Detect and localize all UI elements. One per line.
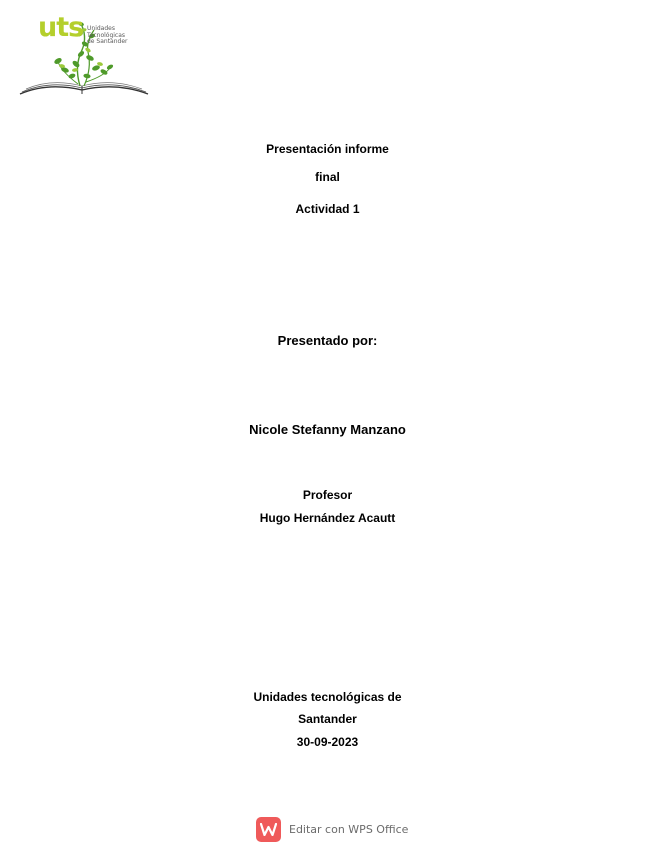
uts-logo <box>18 6 152 98</box>
institution-line-2: Santander <box>298 712 357 726</box>
wps-edit-label: Editar con WPS Office <box>289 822 409 836</box>
logo-subtitle-line: Tecnológicas <box>87 31 126 39</box>
presented-by-label: Presentado por: <box>277 333 378 348</box>
professor-name: Hugo Hernández Acautt <box>259 511 396 525</box>
logo-subtitle <box>87 26 128 46</box>
logo-wordmark: uts <box>38 12 84 43</box>
title-line-2: final <box>315 170 340 184</box>
author-name: Nicole Stefanny Manzano <box>249 422 406 437</box>
professor-label: Profesor <box>302 488 353 502</box>
institution-line-1: Unidades tecnológicas de <box>253 690 402 704</box>
logo-subtitle-line: Unidades <box>87 25 115 32</box>
wps-office-icon <box>256 817 281 842</box>
wps-edit-link[interactable] <box>256 816 408 842</box>
title-line-1: Presentación informe <box>266 142 389 156</box>
document-date: 30-09-2023 <box>296 735 359 749</box>
activity-label: Actividad 1 <box>295 202 360 216</box>
logo-subtitle-line: de Santander <box>87 38 128 45</box>
